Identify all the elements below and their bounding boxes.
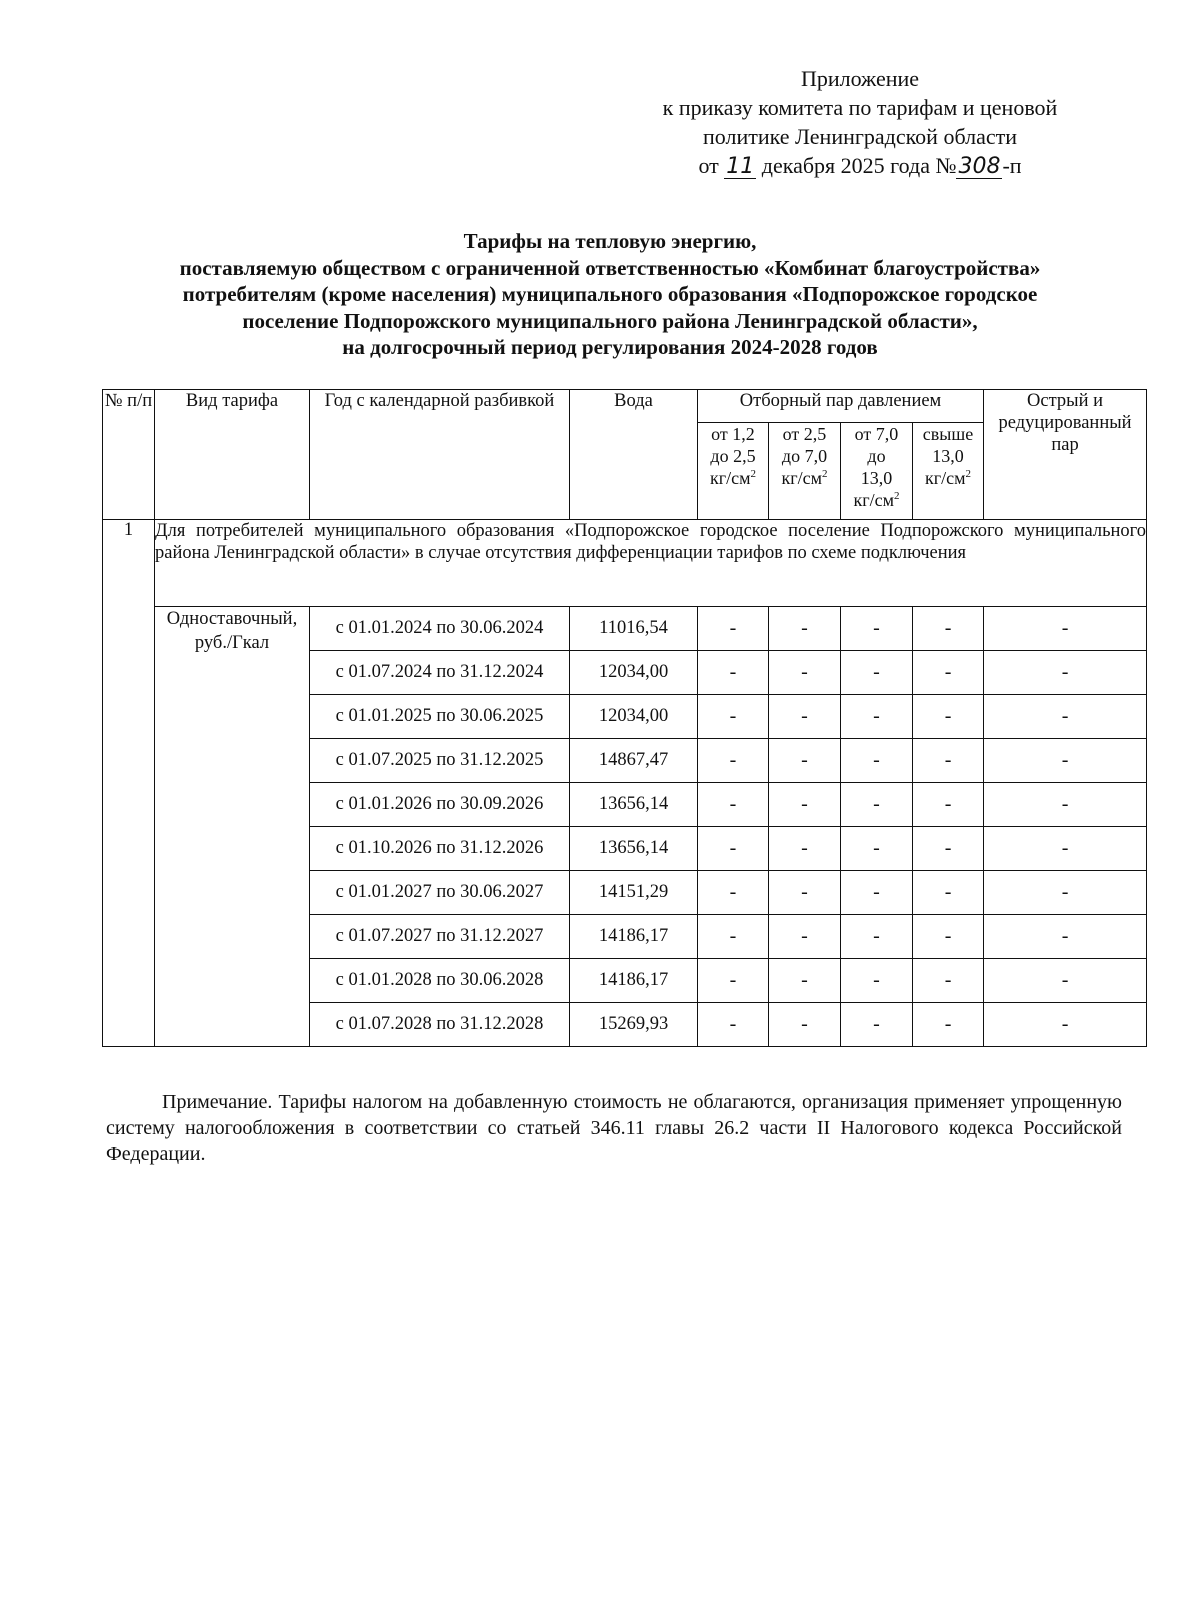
pressure-4-cell: - (913, 959, 984, 1003)
header-year: Год с календарной разбивкой (310, 390, 570, 520)
period-cell: с 01.07.2028 по 31.12.2028 (310, 1003, 570, 1047)
pressure-3-cell: - (841, 871, 913, 915)
pressure-2-cell: - (769, 695, 841, 739)
appendix-line-1: Приложение (800, 66, 920, 91)
pressure-2-cell: - (769, 607, 841, 651)
period-cell: с 01.07.2025 по 31.12.2025 (310, 739, 570, 783)
water-value-cell: 14186,17 (570, 959, 698, 1003)
handwritten-order-number: 308 (958, 154, 1001, 179)
header-sharp-steam: Острый и редуцированный пар (984, 390, 1147, 520)
pressure-2-cell: - (769, 739, 841, 783)
period-cell: с 01.07.2027 по 31.12.2027 (310, 915, 570, 959)
period-cell: с 01.10.2026 по 31.12.2026 (310, 827, 570, 871)
pressure-2-cell: - (769, 651, 841, 695)
header-pressure-3: от 7,0 до 13,0 $кг/см^2$ (841, 423, 913, 520)
group-number: 1 (103, 520, 155, 1047)
appendix-line-2: к приказу комитета по тарифам и ценовой (662, 95, 1058, 120)
order-number-suffix: -п (1002, 153, 1022, 178)
pressure-4-cell: - (913, 695, 984, 739)
pressure-1-cell: - (698, 739, 769, 783)
sharp-steam-cell: - (984, 607, 1147, 651)
pressure-1-cell: - (698, 607, 769, 651)
handwritten-day: 11 (726, 154, 755, 179)
pressure-2-cell: - (769, 915, 841, 959)
pressure-3-cell: - (841, 607, 913, 651)
title-line-2: поставляемую обществом с ограниченной ответственностью «Комбинат благоустройства» (179, 255, 1041, 280)
footnote: Примечание. Тарифы налогом на добавленную стоимость не облагаются, организация применяет упрощенную систему налогообложения в соответствии со статьей 346.11 главы 26.2 части II Налогового кодекса Российской Федерации. (106, 1091, 1122, 1165)
header-pressure-1: от 1,2 до 2,5 $кг/см^2$ (698, 423, 769, 520)
pressure-4-cell: - (913, 607, 984, 651)
sharp-steam-cell: - (984, 739, 1147, 783)
document-title (90, 228, 1130, 361)
water-value-cell: 14151,29 (570, 871, 698, 915)
water-value-cell: 14867,47 (570, 739, 698, 783)
pressure-4-cell: - (913, 739, 984, 783)
period-cell: с 01.01.2024 по 30.06.2024 (310, 607, 570, 651)
pressure-1-cell: - (698, 651, 769, 695)
header-pressure-2: от 2,5 до 7,0 $кг/см^2$ (769, 423, 841, 520)
sharp-steam-cell: - (984, 651, 1147, 695)
group-description: Для потребителей муниципального образования «Подпорожское городское поселение Подпорожского муниципального района Ленинградской области» в случае отсутствия дифференциации тарифов по схеме подключения (155, 520, 1147, 607)
pressure-3-cell: - (841, 915, 913, 959)
pressure-1-cell: - (698, 695, 769, 739)
pressure-3-cell: - (841, 959, 913, 1003)
title-line-4: поселение Подпорожского муниципального района Ленинградской области», (242, 308, 978, 333)
pressure-4-cell: - (913, 827, 984, 871)
pressure-4-cell: - (913, 915, 984, 959)
pressure-4-cell: - (913, 1003, 984, 1047)
pressure-1-cell: - (698, 871, 769, 915)
pressure-1-cell: - (698, 1003, 769, 1047)
pressure-3-cell: - (841, 651, 913, 695)
sharp-steam-cell: - (984, 915, 1147, 959)
appendix-date-line (600, 151, 1120, 180)
water-value-cell: 12034,00 (570, 695, 698, 739)
pressure-1-cell: - (698, 783, 769, 827)
pressure-2-cell: - (769, 827, 841, 871)
period-cell: с 01.01.2027 по 30.06.2027 (310, 871, 570, 915)
title-line-5: на долгосрочный период регулирования 2024-2028 годов (342, 335, 878, 359)
appendix-line-3: политике Ленинградской области (702, 124, 1017, 149)
pressure-3-cell: - (841, 827, 913, 871)
header-num: № п/п (103, 390, 155, 520)
pressure-2-cell: - (769, 871, 841, 915)
water-value-cell: 11016,54 (570, 607, 698, 651)
date-prefix: от (698, 153, 719, 178)
water-value-cell: 13656,14 (570, 783, 698, 827)
pressure-3-cell: - (841, 1003, 913, 1047)
pressure-3-cell: - (841, 739, 913, 783)
pressure-3-cell: - (841, 783, 913, 827)
pressure-4-cell: - (913, 651, 984, 695)
date-middle: декабря 2025 года № (761, 153, 957, 178)
title-line-3: потребителям (кроме населения) муниципального образования «Подпорожское городское (182, 282, 1038, 306)
period-cell: с 01.01.2026 по 30.09.2026 (310, 783, 570, 827)
sharp-steam-cell: - (984, 695, 1147, 739)
water-value-cell: 15269,93 (570, 1003, 698, 1047)
title-line-1: Тарифы на тепловую энергию, (463, 229, 757, 253)
pressure-4-cell: - (913, 783, 984, 827)
pressure-1-cell: - (698, 959, 769, 1003)
sharp-steam-cell: - (984, 783, 1147, 827)
header-extracted-steam: Отборный пар давлением (698, 390, 984, 423)
tariff-table (102, 389, 1147, 1047)
period-cell: с 01.01.2025 по 30.06.2025 (310, 695, 570, 739)
period-cell: с 01.01.2028 по 30.06.2028 (310, 959, 570, 1003)
tariff-kind: Одноставочный, руб./Гкал (155, 607, 310, 1047)
table-row (103, 607, 1147, 651)
header-tariff-kind: Вид тарифа (155, 390, 310, 520)
water-value-cell: 14186,17 (570, 915, 698, 959)
water-value-cell: 12034,00 (570, 651, 698, 695)
pressure-3-cell: - (841, 695, 913, 739)
pressure-2-cell: - (769, 959, 841, 1003)
pressure-1-cell: - (698, 915, 769, 959)
sharp-steam-cell: - (984, 959, 1147, 1003)
pressure-4-cell: - (913, 871, 984, 915)
pressure-2-cell: - (769, 783, 841, 827)
pressure-1-cell: - (698, 827, 769, 871)
group-row (103, 520, 1147, 607)
period-cell: с 01.07.2024 по 31.12.2024 (310, 651, 570, 695)
sharp-steam-cell: - (984, 1003, 1147, 1047)
appendix-header (600, 64, 1120, 180)
sharp-steam-cell: - (984, 827, 1147, 871)
sharp-steam-cell: - (984, 871, 1147, 915)
water-value-cell: 13656,14 (570, 827, 698, 871)
header-pressure-4: свыше 13,0 $кг/см^2$ (913, 423, 984, 520)
header-water: Вода (570, 390, 698, 520)
pressure-2-cell: - (769, 1003, 841, 1047)
